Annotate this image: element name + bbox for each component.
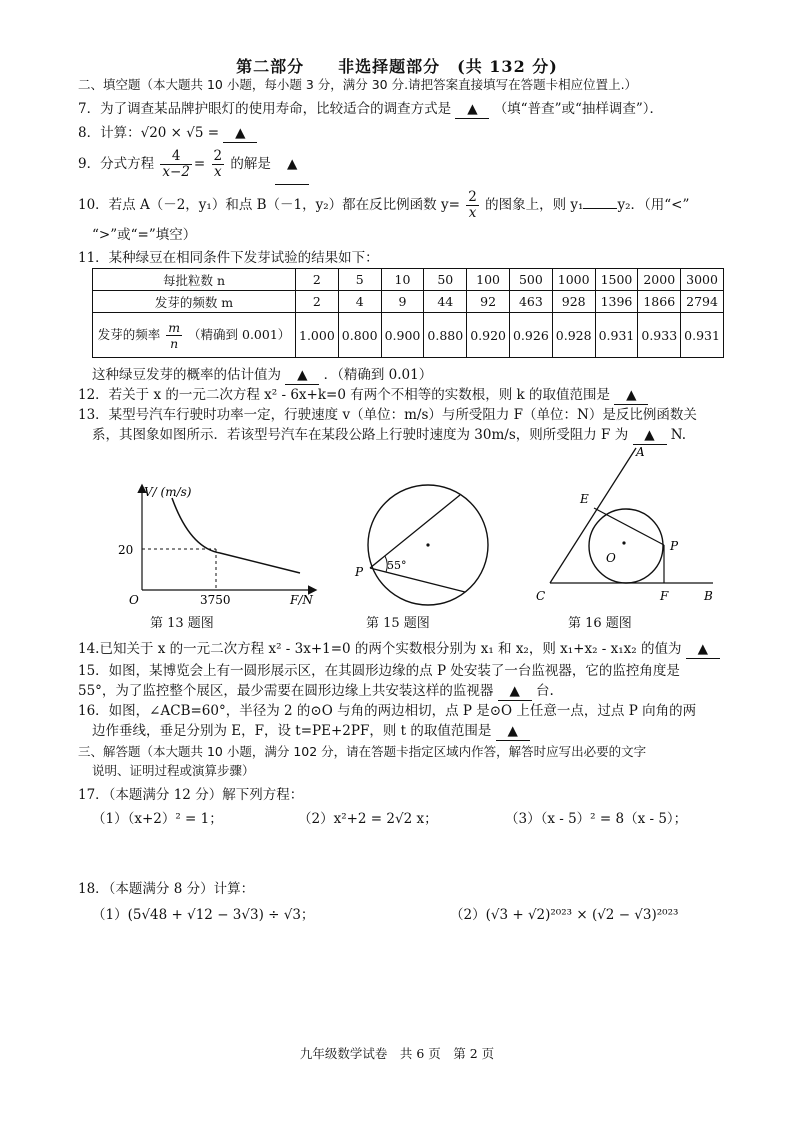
section-3-header: 三、解答题（本大题共 10 小题，满分 102 分，请在答题卡指定区域内作答，解答时应写出必要的文字 (78, 744, 647, 759)
question-8: 8．计算：√20 × √5 = ▲ (78, 124, 257, 143)
y-tick-label: 20 (118, 543, 134, 557)
question-17-part-1: （1）（x+2）² = 1； (92, 811, 223, 827)
fraction: $\frac{2}{x}$ (468, 189, 477, 221)
label-b: B (704, 589, 713, 603)
answer-blank: ▲ (496, 722, 530, 741)
chord-lower (370, 568, 465, 592)
answer-blank: ▲ (498, 682, 532, 701)
figure-16-angle (528, 440, 728, 610)
question-12: 12．若关于 x 的一元二次方程 x² - 6x+k=0 有两个不相等的实数根，则 k 的取值范围是 ▲ (78, 386, 648, 405)
hyperbola-curve (172, 498, 300, 573)
section-2-header: 二、填空题（本大题共 10 小题，每小题 3 分，满分 30 分.请把答案直接填写在答题卡相应位置上.） (78, 77, 638, 92)
question-15: 15．如图，某博览会上有一圆形展示区，在其圆形边缘的点 P 处安装了一台监视器，它的监控角度是 (78, 663, 680, 679)
answer-blank: ▲ (633, 426, 667, 445)
question-15-cont: 55°，为了监控整个展区，最少需要在圆形边缘上共安装这样的监视器 ▲ 台. (78, 683, 554, 699)
fraction: $\frac{4}{x-2}$ (162, 148, 190, 180)
circle-center (622, 541, 625, 544)
figure-16-caption: 第 16 题图 (568, 616, 632, 631)
x-tick-label: 3750 (200, 593, 231, 607)
segment-pe (594, 508, 664, 545)
label-f: F (660, 589, 669, 603)
answer-blank: ▲ (275, 144, 309, 185)
fraction: $\frac{m}{n}$ (168, 319, 181, 351)
figure-13-graph (110, 478, 330, 610)
question-13: 13．某型号汽车行驶时功率一定，行驶速度 v（单位：m/s）与所受阻力 F（单位：N）是反比例函数关 (78, 407, 697, 423)
label-c: C (536, 589, 546, 603)
question-11: 11．某种绿豆在相同条件下发芽试验的结果如下： (78, 250, 379, 266)
question-16: 16．如图，∠ACB=60°，半径为 2 的⊙O 与角的两边相切，点 P 是⊙O 上任意一点，过点 P 向角的两 (78, 703, 697, 719)
question-9: 9．分式方程 $\frac{4}{x-2}$ = $\frac{2}{x}$ 的解是 ▲ (78, 144, 309, 185)
answer-blank (583, 208, 617, 209)
question-17-part-2: （2）x²+2 = 2√2 x； (298, 811, 438, 827)
figure-15-circle (345, 480, 495, 610)
label-a: A (636, 445, 645, 459)
answer-blank: ▲ (285, 366, 319, 385)
question-10: 10．若点 A（－2，y₁）和点 B（－1，y₂）都在反比例函数 y= $\frac{2}{x}$ 的图象上，则 y₁ y₂．（用“<” (78, 189, 690, 221)
point-p-label: P (355, 565, 364, 579)
question-14: 14.已知关于 x 的一元二次方程 x² - 3x+1=0 的两个实数根分别为 x₁ 和 x₂，则 x₁+x₂ - x₁x₂ 的值为 ▲ (78, 640, 720, 659)
figure-13-caption: 第 13 题图 (150, 616, 214, 631)
question-18-part-1: （1）(5√48 + √12 − 3√3) ÷ √3； (92, 907, 315, 923)
table-header-cell: 发芽的频数 m (93, 291, 296, 313)
question-16-cont: 边作垂线，垂足分别为 E，F，设 t=PE+2PF，则 t 的取值范围是 ▲ (92, 722, 530, 741)
question-18: 18．（本题满分 8 分）计算： (78, 881, 255, 897)
answer-blank: ▲ (455, 100, 489, 119)
label-p: P (670, 539, 679, 553)
question-10-cont: “>”或“=”填空） (92, 227, 197, 243)
circle-center (426, 543, 429, 546)
angle-label: 55° (387, 559, 407, 572)
question-18-part-2: （2）(√3 + √2)²⁰²³ × (√2 − √3)²⁰²³ (450, 907, 679, 923)
question-17-part-3: （3）（x - 5）² = 8（x - 5）； (505, 811, 688, 827)
fraction: $\frac{2}{x}$ (213, 148, 223, 180)
inscribed-circle (589, 509, 663, 583)
figure-15-caption: 第 15 题图 (366, 616, 430, 631)
section-3-header-cont: 说明、证明过程或演算步骤） (92, 763, 255, 778)
answer-blank: ▲ (614, 386, 648, 405)
question-13-cont: 系，其图象如图所示．若该型号汽车在某段公路上行驶时速度为 30m/s，则所受阻力 F 为 ▲ N. (92, 427, 687, 443)
answer-blank: ▲ (223, 124, 257, 143)
label-e: E (580, 492, 589, 506)
question-7: 7．为了调查某品牌护眼灯的使用寿命，比较适合的调查方式是 ▲ （填“普查”或“抽样调查”）． (78, 101, 664, 117)
x-axis-label: F/N (290, 593, 313, 607)
page-title: 第二部分 非选择题部分 (共 132 分) (236, 57, 558, 76)
table-header-cell: 发芽的频率 $\frac{m}{n}$ （精确到 0.001） (93, 313, 296, 358)
label-o: O (606, 551, 616, 565)
y-axis-label: V/ (m/s) (144, 485, 192, 499)
answer-blank: ▲ (686, 640, 720, 659)
page-footer: 九年级数学试卷 共 6 页 第 2 页 (299, 1046, 495, 1061)
question-17: 17．（本题满分 12 分）解下列方程： (78, 787, 304, 803)
origin-label: O (129, 593, 139, 607)
germination-table: 每批粒数 n 2 5 10 50 100 500 1000 1500 2000 3000 发芽的频数 m 2 4 9 44 92 463 928 1396 1866 2794 发芽的频率 $\frac{m}{n}$ （精确到 0.001） 1.000 0.800 0.900 0.880 0.920 0.926 0.928 0.931 0.933 0.931 (92, 268, 724, 358)
table-header-cell: 每批粒数 n (93, 269, 296, 291)
question-11-tail: 这种绿豆发芽的概率的估计值为 ▲ ．（精确到 0.01） (92, 367, 433, 383)
chord-upper (370, 495, 460, 568)
